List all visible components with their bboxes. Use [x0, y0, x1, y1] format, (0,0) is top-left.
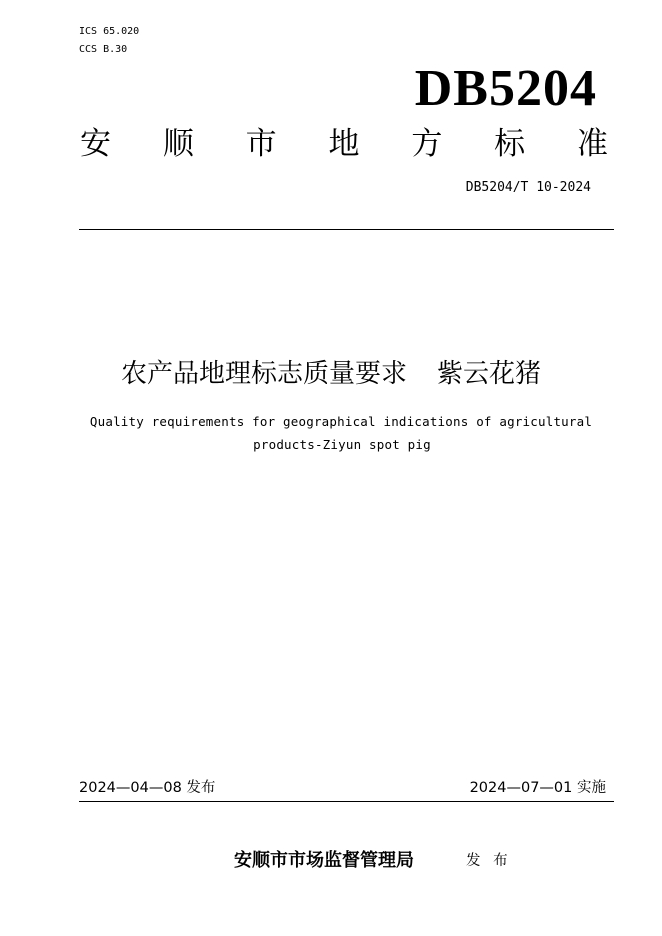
ccs-code: CCS B.30 — [79, 44, 128, 55]
issuing-authority: 安顺市市场监督管理局 — [234, 850, 414, 871]
standard-type-char: 顺 — [162, 126, 194, 162]
main-title-part2: 紫云花猪 — [437, 359, 542, 389]
ics-code: ICS 65.020 — [79, 26, 140, 37]
standard-number: DB5204/T 10-2024 — [465, 180, 591, 195]
main-title-part1: 农产品地理标志质量要求 — [120, 359, 407, 389]
main-title-chinese — [0, 356, 662, 392]
standard-type-char: 地 — [328, 126, 360, 162]
english-title-line2: products-Ziyun spot pig — [253, 437, 431, 452]
top-divider — [79, 229, 614, 230]
standard-type-char: 市 — [245, 126, 277, 162]
issue-date: 2024—04—08 发布 — [79, 780, 216, 796]
publish-label: 发 布 — [466, 853, 512, 869]
standard-type-char: 准 — [576, 126, 608, 162]
standard-type-char: 安 — [80, 126, 111, 162]
english-title-line1: Quality requirements for geographical indications of agricultural — [89, 414, 593, 429]
db-code-heading: DB5204 — [414, 60, 597, 117]
standard-type-char: 标 — [494, 126, 526, 162]
bottom-divider — [79, 801, 614, 802]
implementation-date: 2024—07—01 实施 — [469, 780, 606, 796]
standard-type-char: 方 — [411, 126, 443, 162]
standard-type-title — [80, 124, 608, 164]
